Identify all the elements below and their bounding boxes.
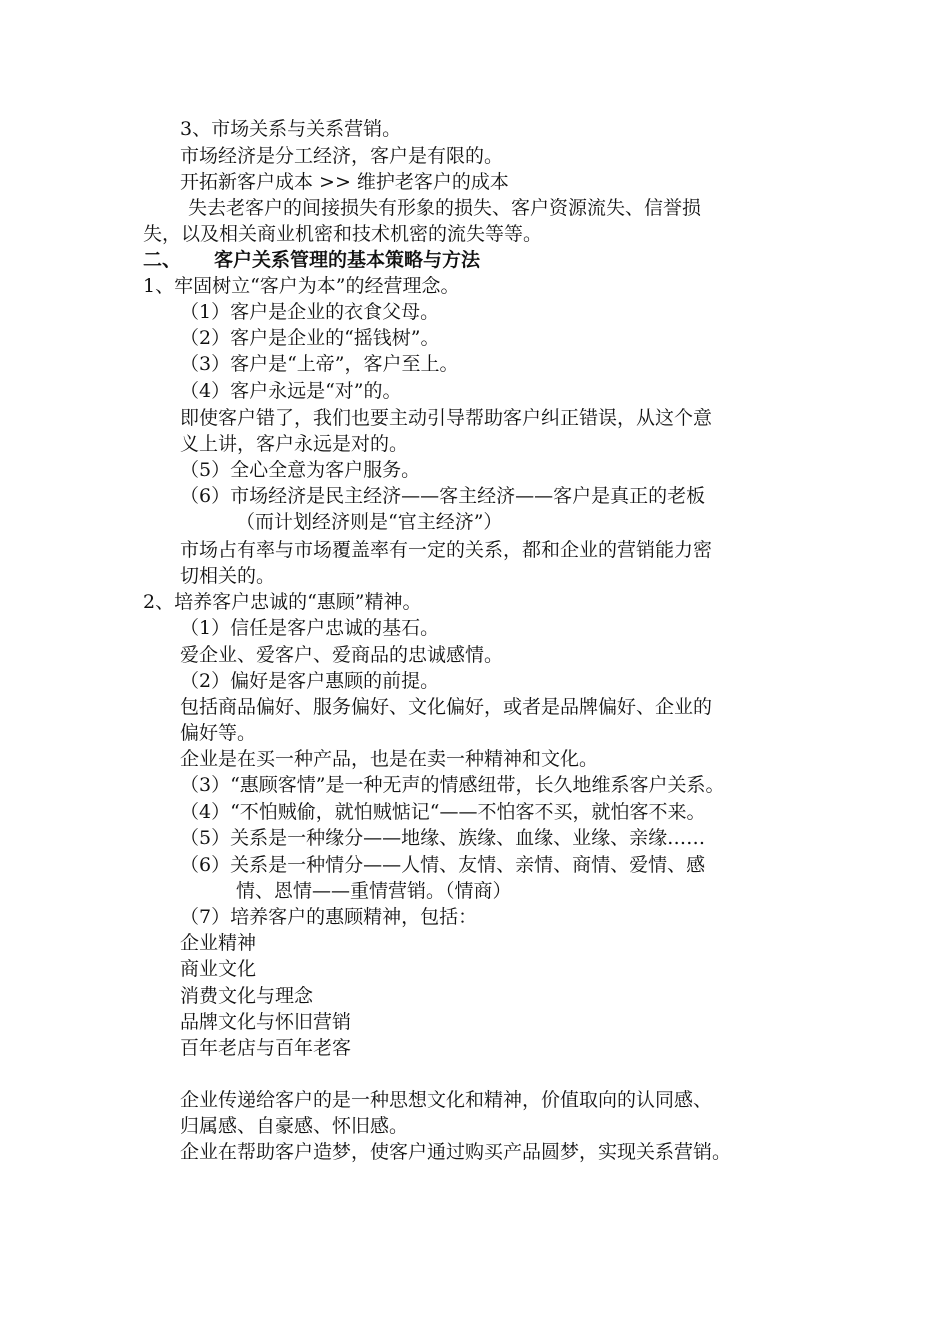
text-line: （2）客户是企业的“摇钱树”。 [180,327,440,349]
text-line: 失，以及相关商业机密和技术机密的流失等等。 [143,223,543,245]
text-line: 义上讲，客户永远是对的。 [180,433,409,455]
text-line: （3）“惠顾客情”是一种无声的情感纽带，长久地维系客户关系。 [180,774,725,796]
text-line: （4）客户永远是“对”的。 [180,380,402,402]
text-line: （6）市场经济是民主经济——客主经济——客户是真正的老板 [180,485,706,507]
text-line: 百年老店与百年老客 [180,1037,352,1059]
text-line: 消费文化与理念 [180,985,314,1007]
text-line: （1）信任是客户忠诚的基石。 [180,617,440,639]
text-line: 2、培养客户忠诚的“惠顾”精神。 [143,591,422,613]
text-line: 企业传递给客户的是一种思想文化和精神，价值取向的认同感、 [180,1089,713,1111]
text-line: 企业在帮助客户造梦，使客户通过购买产品圆梦，实现关系营销。 [180,1141,732,1163]
text-line: 失去老客户的间接损失有形象的损失、客户资源流失、信誉损 [188,197,702,219]
text-line: 开拓新客户成本 >> 维护老客户的成本 [180,171,509,193]
text-line: 品牌文化与怀旧营销 [180,1011,352,1033]
text-line: 3、市场关系与关系营销。 [180,118,402,140]
text-line: 即使客户错了，我们也要主动引导帮助客户纠正错误，从这个意 [180,407,713,429]
text-line: 商业文化 [180,958,257,980]
section-number: 二、 [143,249,182,271]
text-line: （而计划经济则是“官主经济”） [236,511,503,533]
text-line: 偏好等。 [180,722,257,744]
text-line: （6）关系是一种情分——人情、友情、亲情、商情、爱情、感 [180,854,706,876]
text-line: （5）全心全意为客户服务。 [180,459,421,481]
text-line: （5）关系是一种缘分——地缘、族缘、血缘、业缘、亲缘…… [180,827,706,849]
text-line: 爱企业、爱客户、爱商品的忠诚感情。 [180,644,504,666]
text-line: （4）“不怕贼偷，就怕贼惦记“——不怕客不买，就怕客不来。 [180,801,706,823]
text-line: 切相关的。 [180,565,276,587]
text-line: （2）偏好是客户惠顾的前提。 [180,670,440,692]
text-line: 企业是在买一种产品，也是在卖一种精神和文化。 [180,748,599,770]
text-line: 市场经济是分工经济，客户是有限的。 [180,145,504,167]
text-line: 归属感、自豪感、怀旧感。 [180,1115,409,1137]
text-line: 企业精神 [180,932,257,954]
text-line: （3）客户是“上帝”，客户至上。 [180,353,459,375]
text-line: （7）培养客户的惠顾精神，包括： [180,906,478,928]
text-line: 市场占有率与市场覆盖率有一定的关系，都和企业的营销能力密 [180,539,713,561]
section-heading: 客户关系管理的基本策略与方法 [214,249,481,271]
text-line: （1）客户是企业的衣食父母。 [180,301,440,323]
text-line: 1、牢固树立“客户为本”的经营理念。 [143,275,460,297]
text-line: 包括商品偏好、服务偏好、文化偏好，或者是品牌偏好、企业的 [180,696,713,718]
text-line: 情、恩情——重情营销。（情商） [236,880,512,902]
